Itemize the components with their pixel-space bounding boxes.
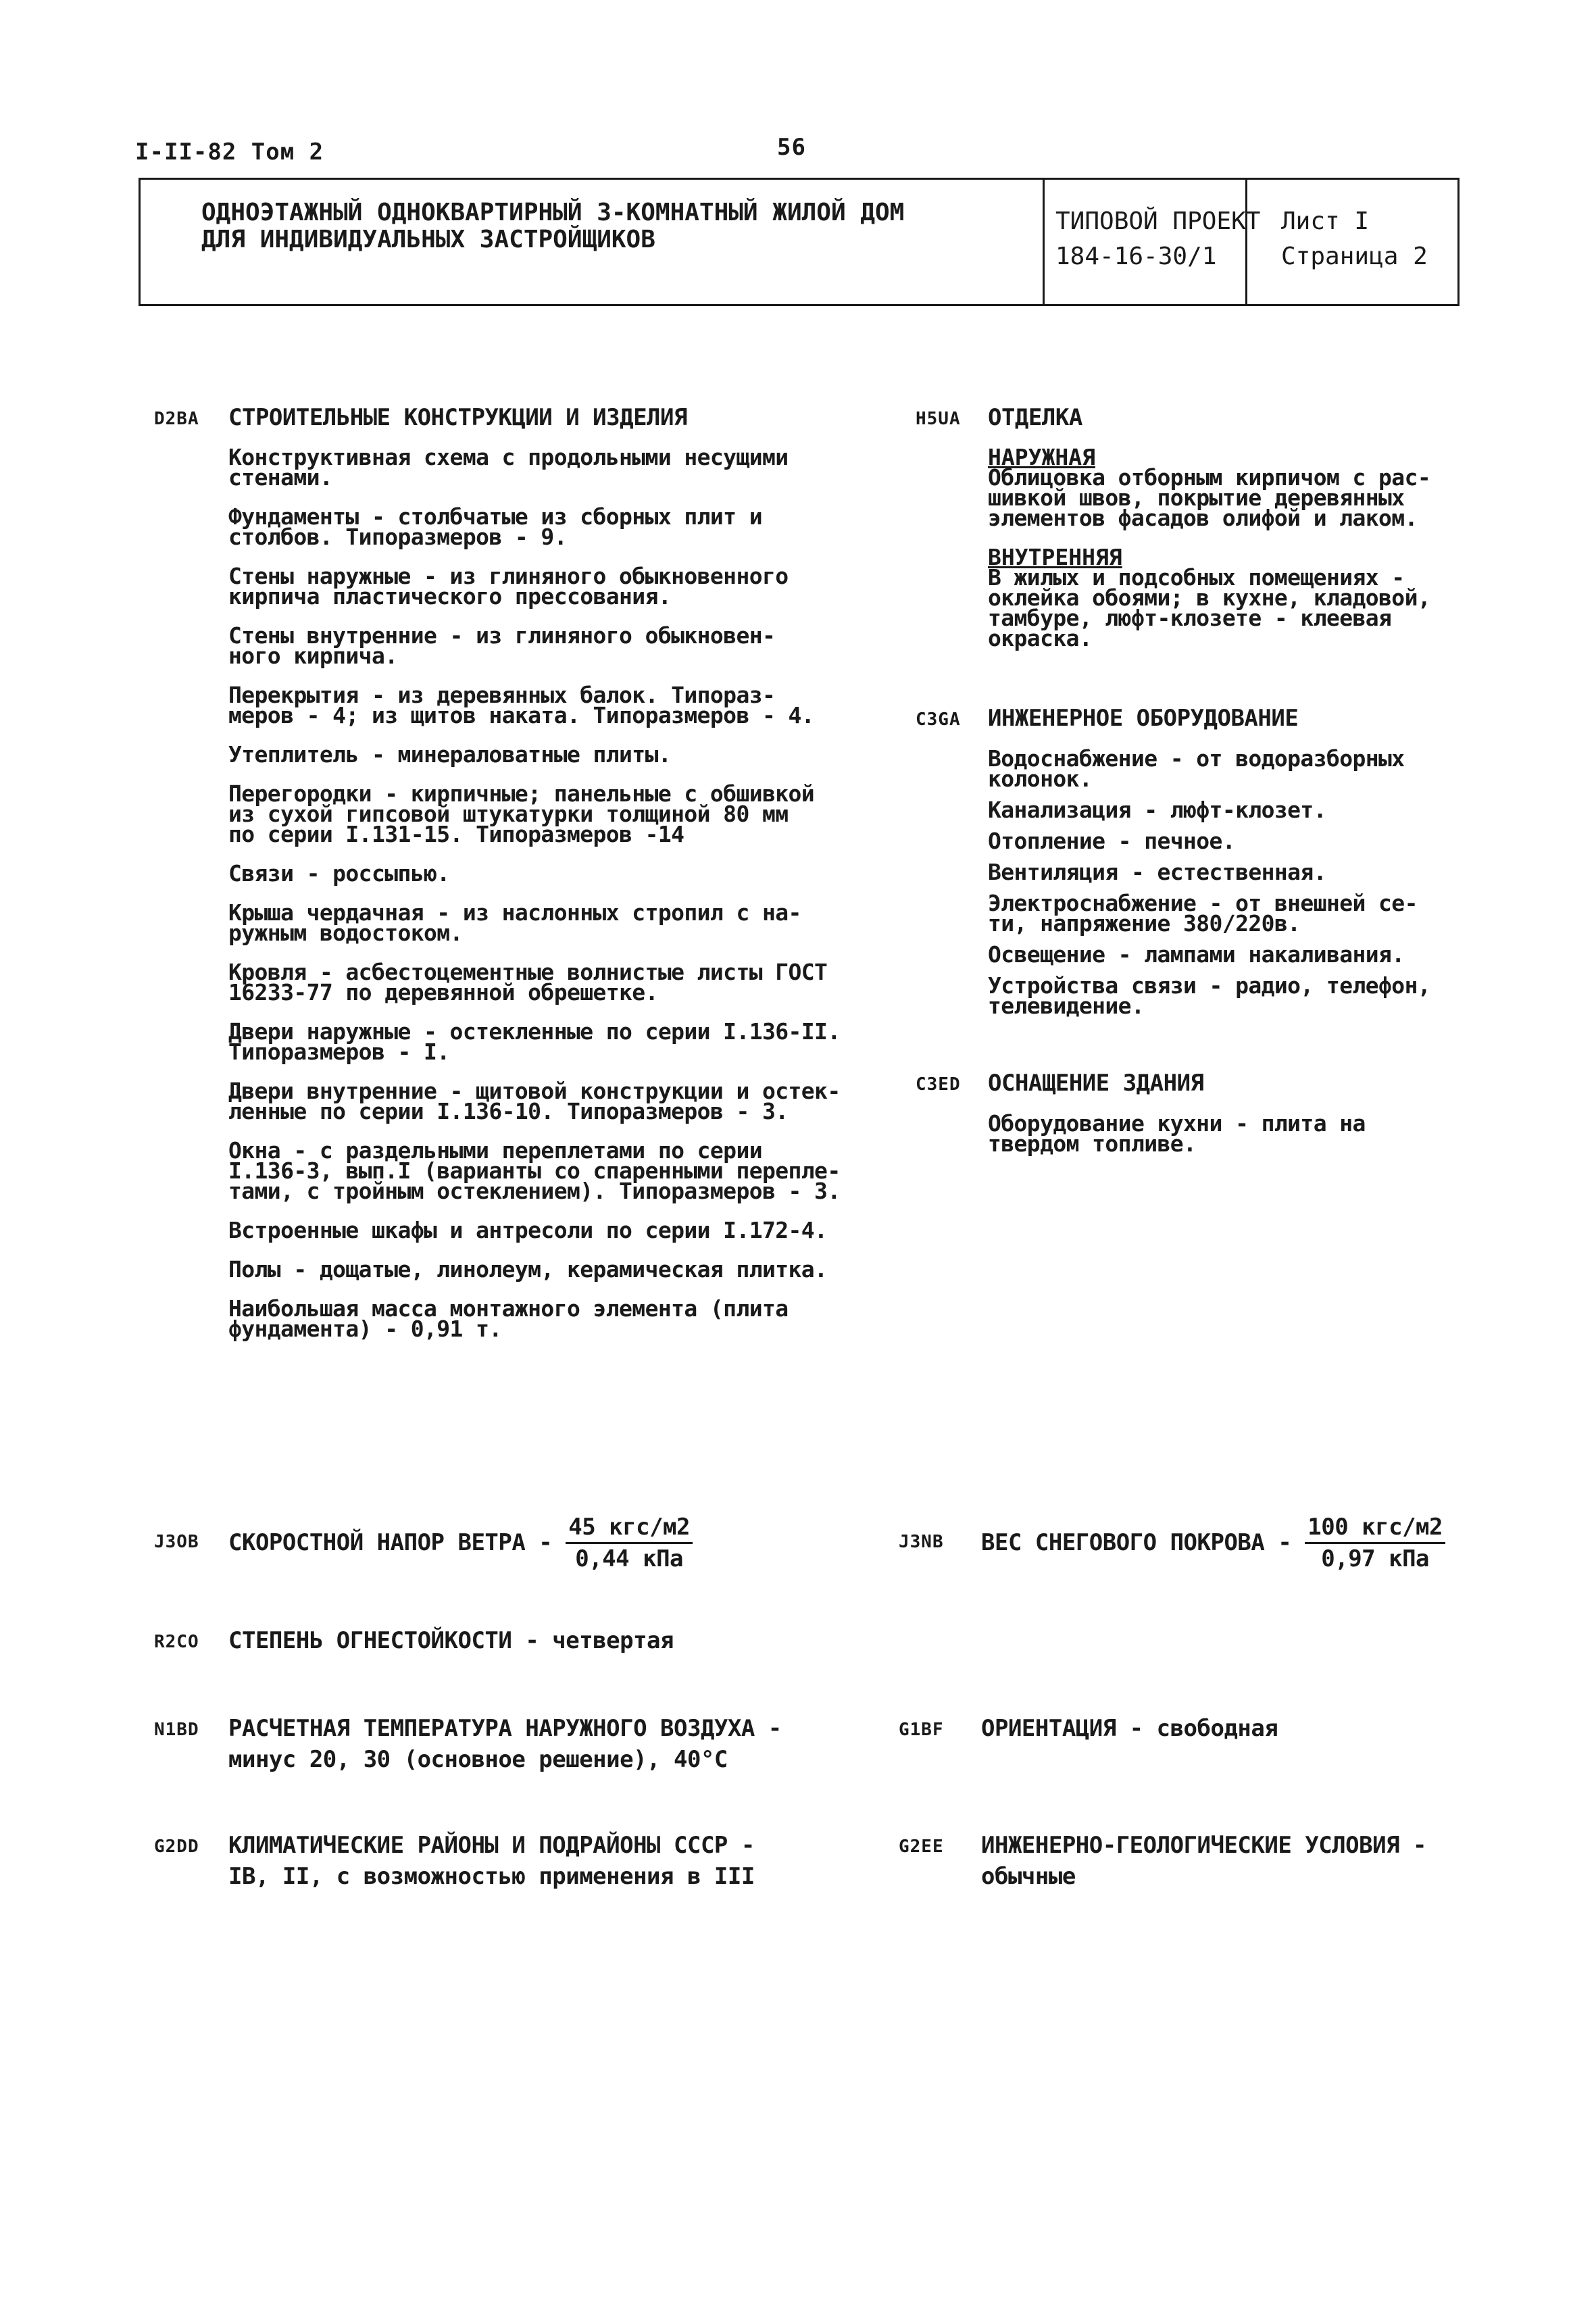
series-reference: I-II-82 Том 2 xyxy=(135,139,324,166)
param-code: G2EE xyxy=(899,1837,944,1857)
equipment-item: Устройства связи - радио, телефон, телевидение. xyxy=(988,972,1431,1019)
section-code: D2BA xyxy=(154,409,199,429)
section-code: C3GA xyxy=(916,710,961,730)
equipment-item: Вентиляция - естественная. xyxy=(988,859,1326,885)
equipment-item: Электроснабжение - от внешней се- ти, напряжение 380/220в. xyxy=(988,890,1418,937)
inner-finishing: ВНУТРЕННЯЯ В жилых и подсобных помещениях - оклейка обоями; в кухне, кладовой, тамбуре, люфт-клозете - клеевая окраска. xyxy=(988,544,1431,651)
geology-conditions: ИНЖЕНЕРНО-ГЕОЛОГИЧЕСКИЕ УСЛОВИЯ - обычные xyxy=(981,1832,1427,1890)
structures-item: Полы - дощатые, линолеум, керамическая плитка. xyxy=(228,1256,828,1283)
structures-item: Фундаменты - столбчатые из сборных плит и столбов. Типоразмеров - 9. xyxy=(228,503,762,550)
equipment-item: Канализация - люфт-клозет. xyxy=(988,797,1326,823)
equipment-item: Освещение - лампами накаливания. xyxy=(988,941,1405,968)
structures-item: Крыша чердачная - из наслонных стропил с на- ружным водостоком. xyxy=(228,899,801,946)
param-code: J3OB xyxy=(154,1532,199,1552)
structures-item: Утеплитель - минераловатные плиты. xyxy=(228,741,672,768)
page-number: 56 xyxy=(777,134,806,161)
finishing-block xyxy=(988,444,1474,668)
climate-regions: КЛИМАТИЧЕСКИЕ РАЙОНЫ И ПОДРАЙОНЫ СССР - IВ, II, с возможностью применения в III xyxy=(228,1832,755,1890)
finishing-heading: ОТДЕЛКА xyxy=(988,404,1082,431)
param-code: G1BF xyxy=(899,1720,944,1740)
snow-fraction: $\frac{\text{100 кгс/м2}}{\text{0,97 кПа}}$ xyxy=(1305,1514,1445,1574)
outfit-heading: ОСНАЩЕНИЕ ЗДАНИЯ xyxy=(988,1070,1204,1097)
project-number: 184-16-30/1 xyxy=(1055,243,1217,270)
outer-finishing: НАРУЖНАЯ Облицовка отборным кирпичом с рас- шивкой швов, покрытие деревянных элементов фасадов олифой и лаком. xyxy=(988,444,1431,531)
structures-item: Стены внутренние - из глиняного обыкновен- ного кирпича. xyxy=(228,622,776,669)
section-code: H5UA xyxy=(916,409,961,429)
outfit-text: Оборудование кухни - плита на твердом топливе. xyxy=(988,1110,1366,1157)
structures-item: Перекрытия - из деревянных балок. Типораз- меров - 4; из щитов наката. Типоразмеров - 4. xyxy=(228,682,815,728)
structures-heading: СТРОИТЕЛЬНЫЕ КОНСТРУКЦИИ И ИЗДЕЛИЯ xyxy=(228,404,687,431)
structures-item: Встроенные шкафы и антресоли по серии I.172-4. xyxy=(228,1217,828,1243)
param-code: R2CO xyxy=(154,1632,199,1652)
snow-load: ВЕС СНЕГОВОГО ПОКРОВА - $\frac{\text{100 кгс/м2}}{\text{0,97 кПа}}$ xyxy=(981,1514,1445,1574)
equipment-item: Водоснабжение - от водоразборных колонок. xyxy=(988,745,1405,792)
equipment-list xyxy=(988,745,1474,1027)
title-line-2: ДЛЯ ИНДИВИДУАЛЬНЫХ ЗАСТРОЙЩИКОВ xyxy=(201,226,655,253)
structures-item: Стены наружные - из глиняного обыкновенного кирпича пластического прессования. xyxy=(228,563,789,609)
project-label: ТИПОВОЙ ПРОЕКТ xyxy=(1055,207,1261,235)
sheet-label: Лист I xyxy=(1281,207,1370,235)
section-code: C3ED xyxy=(916,1074,961,1095)
structures-item: Двери наружные - остекленные по серии I.136-II. Типоразмеров - I. xyxy=(228,1018,841,1065)
equipment-heading: ИНЖЕНЕРНОЕ ОБОРУДОВАНИЕ xyxy=(988,705,1299,732)
structures-item: Перегородки - кирпичные; панельные с обшивкой из сухой гипсовой штукатурки толщиной 80 мм по серии I.131-15. Типоразмеров -14 xyxy=(228,780,815,847)
orientation: ОРИЕНТАЦИЯ - свободная xyxy=(981,1715,1278,1742)
wind-fraction: $\frac{\text{45 кгс/м2}}{\text{0,44 кПа}}$ xyxy=(566,1514,693,1574)
fire-resistance: СТЕПЕНЬ ОГНЕСТОЙКОСТИ - четвертая xyxy=(228,1627,674,1654)
structures-item: Связи - россыпью. xyxy=(228,860,450,887)
structures-item: Наибольшая масса монтажного элемента (плита фундамента) - 0,91 т. xyxy=(228,1295,789,1342)
outdoor-temperature: РАСЧЕТНАЯ ТЕМПЕРАТУРА НАРУЖНОГО ВОЗДУХА - минус 20, 30 (основное решение), 40°С xyxy=(228,1715,782,1773)
structures-item: Двери внутренние - щитовой конструкции и остек- ленные по серии I.136-10. Типоразмеров - 3. xyxy=(228,1078,841,1124)
structures-item: Окна - с раздельными переплетами по серии I.136-3, вып.I (варианты со спаренными перепле- тами, с тройным остеклением). Типоразмеров - 3. xyxy=(228,1137,841,1204)
structures-list xyxy=(228,444,904,1358)
structures-item: Конструктивная схема с продольными несущими стенами. xyxy=(228,444,789,491)
param-code: J3NB xyxy=(899,1532,944,1552)
equipment-item: Отопление - печное. xyxy=(988,828,1236,854)
page-label: Страница 2 xyxy=(1281,243,1428,270)
structures-item: Кровля - асбестоцементные волнистые листы ГОСТ 16233-77 по деревянной обрешетке. xyxy=(228,959,828,1005)
title-line-1: ОДНОЭТАЖНЫЙ ОДНОКВАРТИРНЫЙ 3-КОМНАТНЫЙ ЖИЛОЙ ДОМ xyxy=(201,199,905,226)
param-code: N1BD xyxy=(154,1720,199,1740)
wind-pressure: СКОРОСТНОЙ НАПОР ВЕТРА - $\frac{\text{45 кгс/м2}}{\text{0,44 кПа}}$ xyxy=(228,1514,693,1574)
param-code: G2DD xyxy=(154,1837,199,1857)
